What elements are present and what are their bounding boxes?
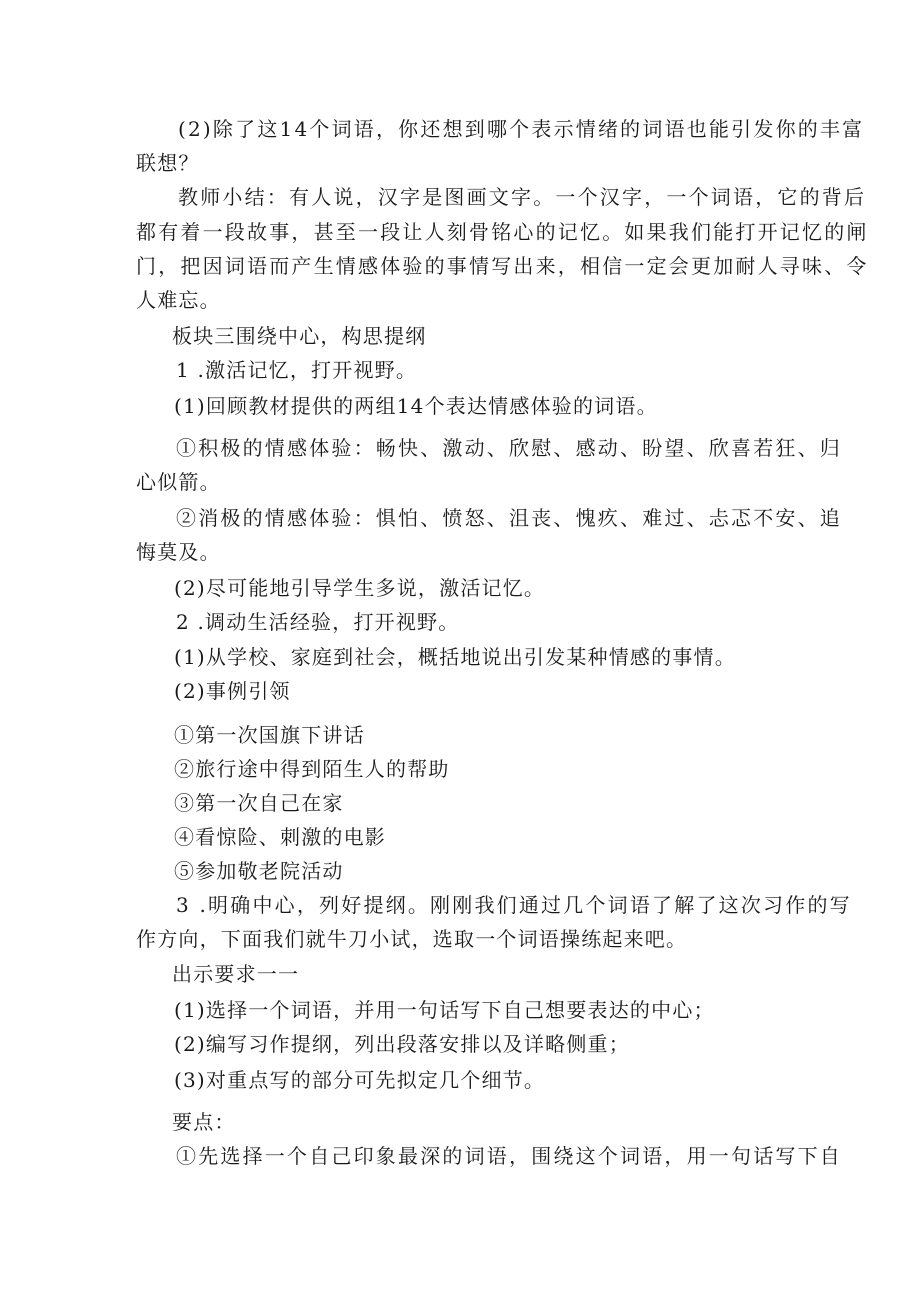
- text-line: 1 .激活记忆，打开视野。: [176, 358, 418, 382]
- text-line: 心似箭。: [136, 470, 221, 494]
- text-line: 人难忘。: [136, 288, 221, 312]
- text-line: (1)回顾教材提供的两组14个表达情感体验的词语。: [174, 394, 658, 418]
- text-line: 都有着一段故事，甚至一段让人刻骨铭心的记忆。如果我们能打开记忆的闸: [136, 220, 869, 244]
- text-line: 出示要求一一: [172, 962, 300, 986]
- list-item: ⑤参加敬老院活动: [174, 859, 344, 883]
- section-heading: 板块三围绕中心，构思提纲: [172, 324, 427, 348]
- list-item: ④看惊险、刺激的电影: [174, 825, 386, 849]
- text-line: ①积极的情感体验：畅快、激动、欣慰、感动、盼望、欣喜若狂、归: [176, 436, 842, 460]
- text-line: (2)尽可能地引导学生多说，激活记忆。: [174, 576, 546, 600]
- text-line: ①先选择一个自己印象最深的词语，围绕这个词语，用一句话写下自: [176, 1144, 842, 1168]
- text-line: 要点：: [172, 1110, 236, 1134]
- list-item: ②旅行途中得到陌生人的帮助: [174, 757, 450, 781]
- text-line: (3)对重点写的部分可先拟定几个细节。: [174, 1068, 546, 1092]
- text-line: 2 .调动生活经验，打开视野。: [176, 610, 460, 634]
- text-line: 联想？: [136, 151, 200, 175]
- text-line: (2)除了这14个词语，你还想到哪个表示情绪的词语也能引发你的丰富: [178, 117, 865, 141]
- text-line: 门，把因词语而产生情感体验的事情写出来，相信一定会更加耐人寻味、令: [136, 254, 869, 278]
- text-line: 悔莫及。: [136, 540, 221, 564]
- text-line: ②消极的情感体验：惧怕、愤怒、沮丧、愧疚、难过、忐忑不安、追: [176, 506, 842, 530]
- text-line: (2)编写习作提纲，列出段落安排以及详略侧重；: [174, 1032, 630, 1056]
- text-line: (2)事例引领: [174, 679, 291, 703]
- text-line: (1)从学校、家庭到社会，概括地说出引发某种情感的事情。: [174, 645, 736, 669]
- list-item: ①第一次国旗下讲话: [174, 723, 365, 747]
- text-line: 教师小结：有人说，汉字是图画文字。一个汉字，一个词语，它的背后: [178, 185, 867, 209]
- text-line: 3 .明确中心，列好提纲。刚刚我们通过几个词语了解了这次习作的写: [176, 893, 852, 917]
- list-item: ③第一次自己在家: [174, 791, 344, 815]
- text-line: 作方向，下面我们就牛刀小试，选取一个词语操练起来吧。: [136, 927, 688, 951]
- text-line: (1)选择一个词语，并用一句话写下自己想要表达的中心；: [174, 998, 715, 1022]
